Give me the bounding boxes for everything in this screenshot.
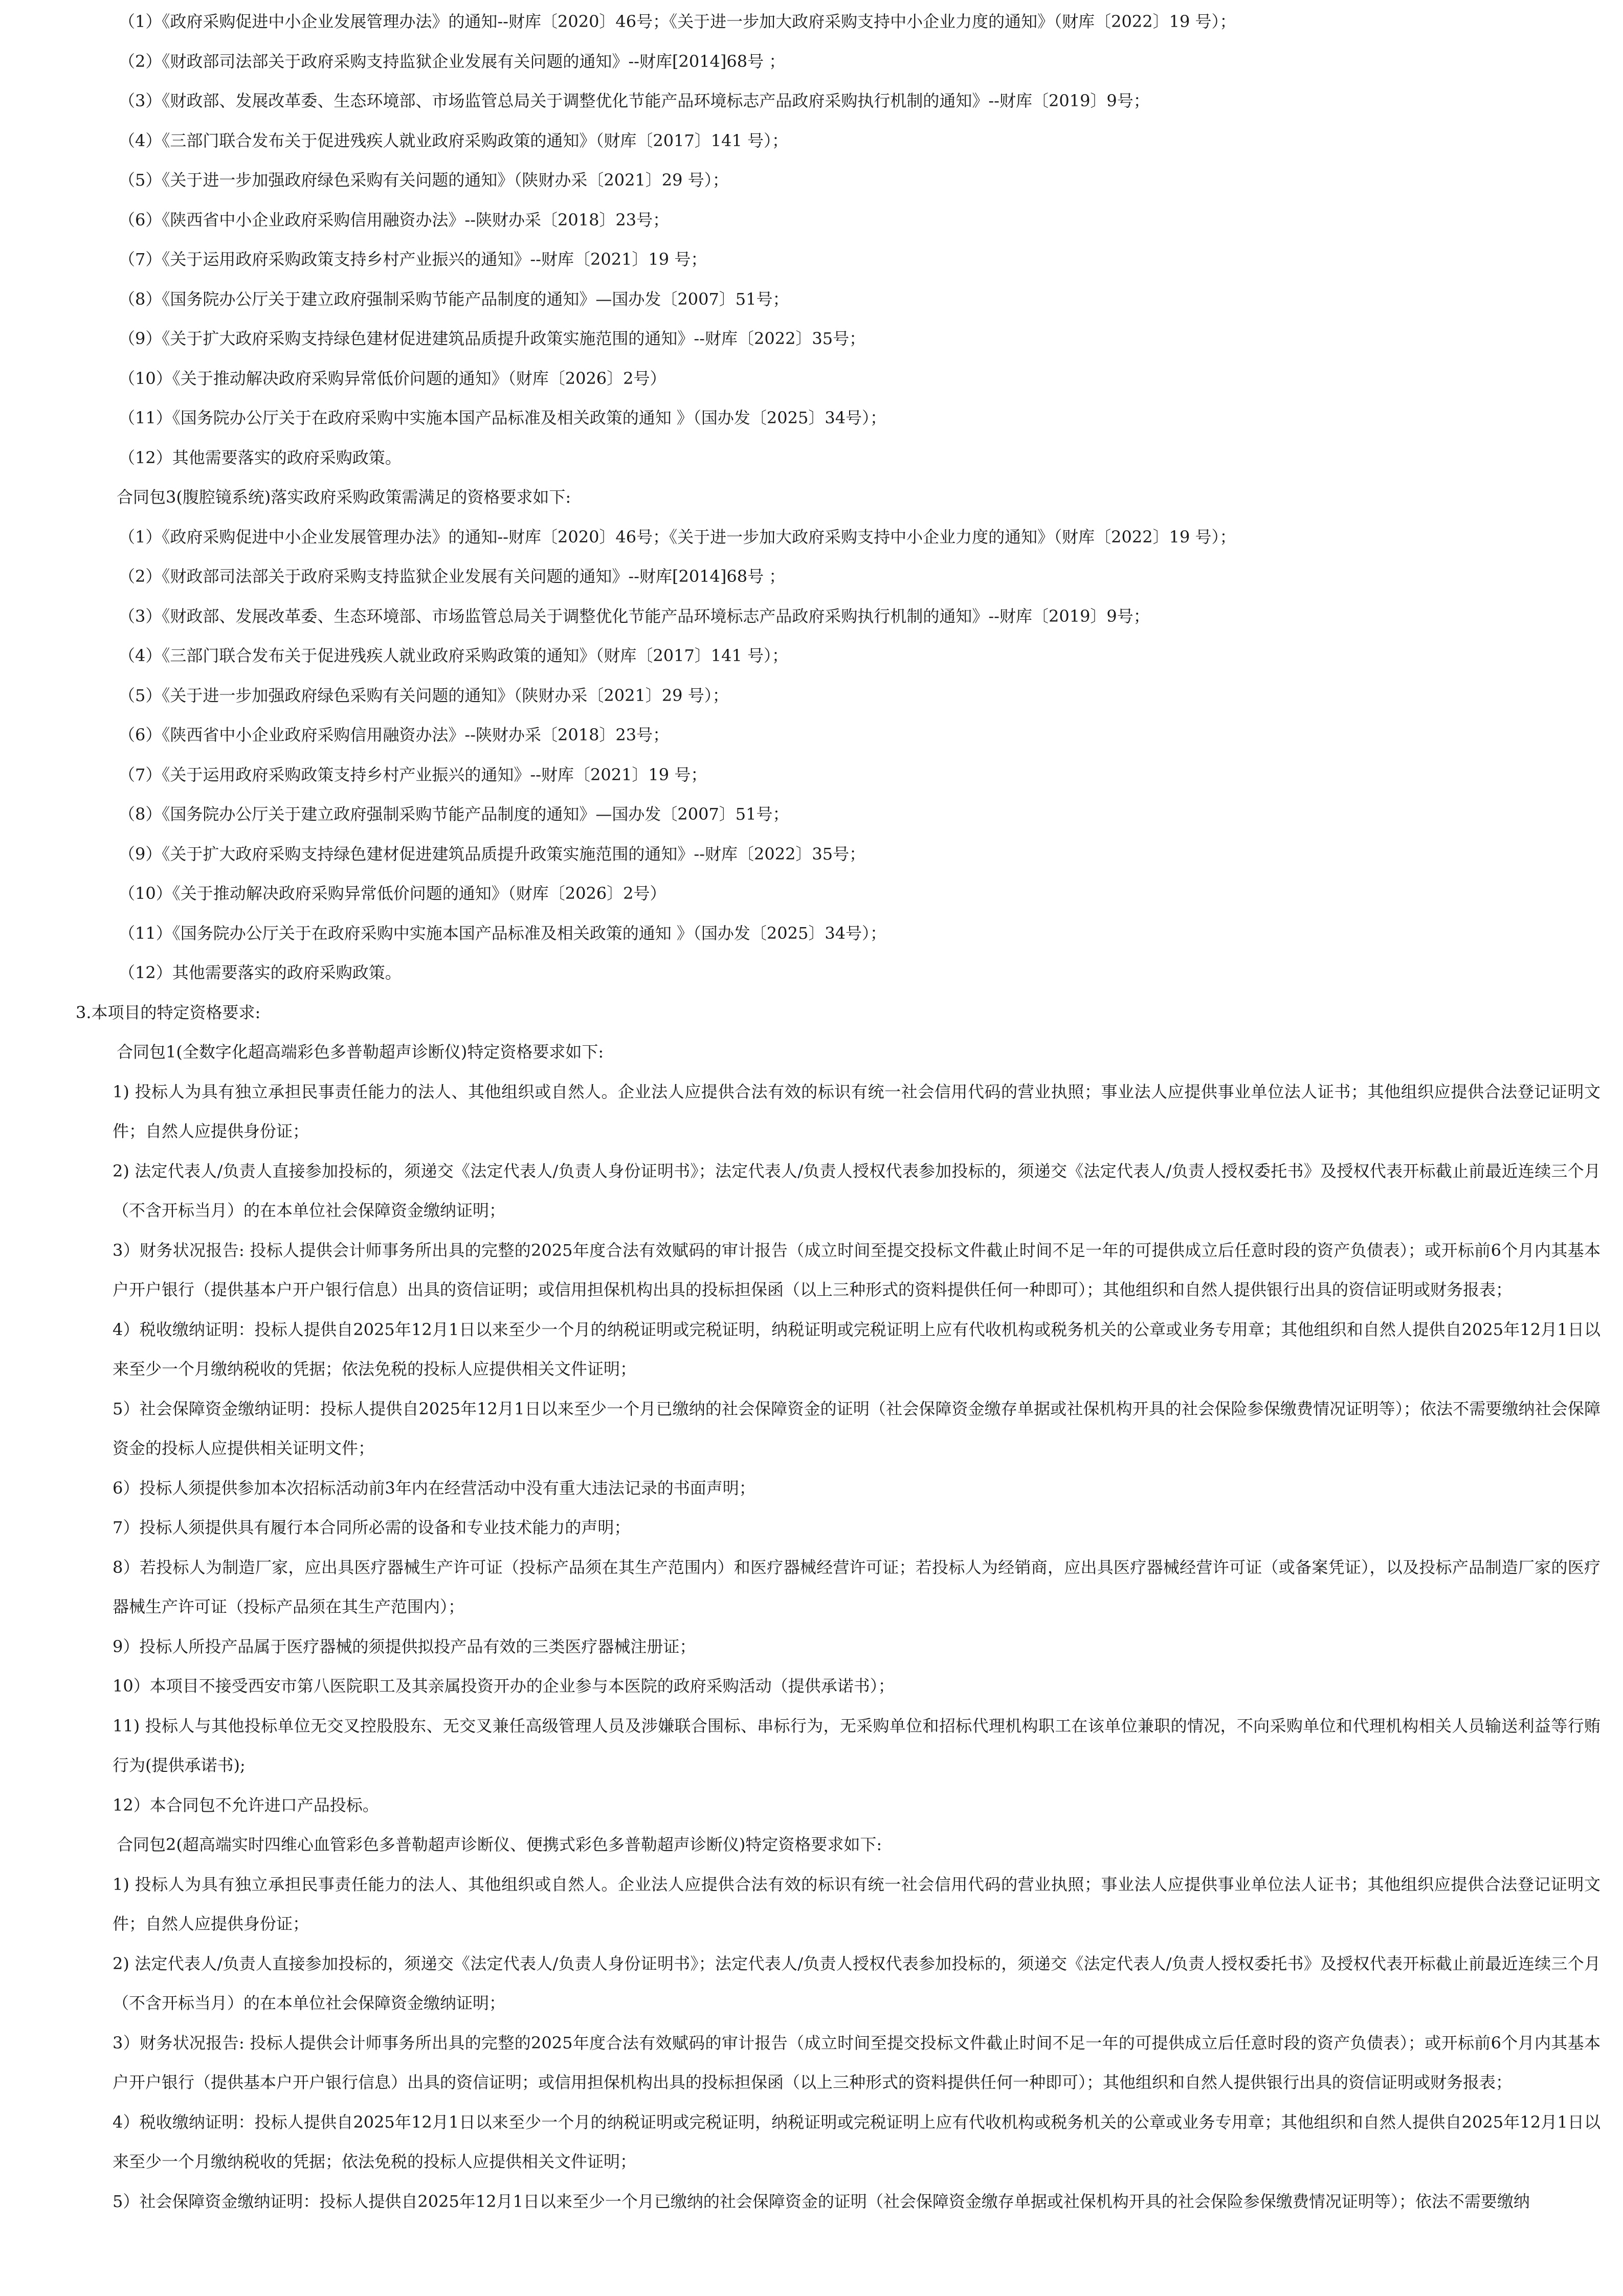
policy-item: （8）《国务院办公厅关于建立政府强制采购节能产品制度的通知》—国办发〔2007〕51号； — [119, 289, 789, 309]
requirement-paragraph: 12）本合同包不允许进口产品投标。 — [113, 1795, 379, 1815]
policy-item: （3）《财政部、发展改革委、生态环境部、市场监管总局关于调整优化节能产品环境标志产品政府采购执行机制的通知》--财库〔2019〕9号； — [119, 91, 1150, 110]
requirement-paragraph: 3）财务状况报告: 投标人提供会计师事务所出具的完整的2025年度合法有效赋码的审计报告（成立时间至提交投标文件截止时间不足一年的可提供成立后任意时段的资产负债表）；或开标前6个月内其基本户开户银行（提供基本户开户银行信息）出具的资信证明；或信用担保机构出具的投标担保函（以上三种形式的资料提供任何一种即可）；其他组织和自然人提供银行出具的资信证明或财务报表； — [113, 2033, 1600, 2092]
policy-item: （9）《关于扩大政府采购支持绿色建材促进建筑品质提升政策实施范围的通知》--财库〔2022〕35号； — [119, 329, 866, 348]
pkg2-requirements-heading: 合同包2(超高端实时四维心血管彩色多普勒超声诊断仪、便携式彩色多普勒超声诊断仪)特定资格要求如下: — [117, 1835, 882, 1854]
requirement-paragraph: 5）社会保障资金缴纳证明：投标人提供自2025年12月1日以来至少一个月已缴纳的社会保障资金的证明（社会保障资金缴存单据或社保机构开具的社会保险参保缴费情况证明等）；依法不需要缴纳社会保障资金的投标人应提供相关证明文件； — [113, 1399, 1600, 1458]
policy-item: （6）《陕西省中小企业政府采购信用融资办法》--陕财办采〔2018〕23号； — [119, 210, 670, 230]
policy-item: （2）《财政部司法部关于政府采购支持监狱企业发展有关问题的通知》--财库[2014]68号 ； — [119, 51, 786, 71]
requirement-paragraph: 8）若投标人为制造厂家，应出具医疗器械生产许可证（投标产品须在其生产范围内）和医疗器械经营许可证；若投标人为经销商，应出具医疗器械经营许可证（或备案凭证），以及投标产品制造厂家的医疗器械生产许可证（投标产品须在其生产范围内）； — [113, 1557, 1600, 1616]
policy-item: （10）《关于推动解决政府采购异常低价问题的通知》（财库〔2026〕2号） — [119, 884, 666, 903]
requirement-paragraph: 11) 投标人与其他投标单位无交叉控股股东、无交叉兼任高级管理人员及涉嫌联合围标、串标行为，无采购单位和招标代理机构职工在该单位兼职的情况，不向采购单位和代理机构相关人员输送利益等行贿行为(提供承诺书); — [113, 1716, 1600, 1775]
requirement-paragraph: 4）税收缴纳证明：投标人提供自2025年12月1日以来至少一个月的纳税证明或完税证明，纳税证明或完税证明上应有代收机构或税务机关的公章或业务专用章；其他组织和自然人提供自2025年12月1日以来至少一个月缴纳税收的凭据；依法免税的投标人应提供相关文件证明； — [113, 2112, 1600, 2171]
special-qualification-section — [76, 993, 1600, 2222]
policy-item: （11）《国务院办公厅关于在政府采购中实施本国产品标准及相关政策的通知 》（国办发〔2025〕34号）； — [119, 408, 887, 427]
requirement-paragraph: 7）投标人须提供具有履行本合同所必需的设备和专业技术能力的声明； — [113, 1518, 631, 1537]
pkg2-policy-list — [76, 2, 1600, 478]
requirement-paragraph: 1) 投标人为具有独立承担民事责任能力的法人、其他组织或自然人。企业法人应提供合法有效的标识有统一社会信用代码的营业执照；事业法人应提供事业单位法人证书；其他组织应提供合法登记证明文件；自然人应提供身份证； — [113, 1874, 1600, 1933]
policy-item: （5）《关于进一步加强政府绿色采购有关问题的通知》（陕财办采〔2021〕29 号）； — [119, 170, 729, 190]
requirement-paragraph: 10）本项目不接受西安市第八医院职工及其亲属投资开办的企业参与本医院的政府采购活动（提供承诺书）； — [113, 1676, 895, 1696]
policy-item: （2）《财政部司法部关于政府采购支持监狱企业发展有关问题的通知》--财库[2014]68号 ； — [119, 567, 786, 586]
pkg3-policy-heading: 合同包3(腹腔镜系统)落实政府采购政策需满足的资格要求如下: — [117, 487, 571, 507]
policy-item: （4）《三部门联合发布关于促进残疾人就业政府采购政策的通知》（财库〔2017〕141 号）； — [119, 646, 789, 665]
requirement-paragraph: 6）投标人须提供参加本次招标活动前3年内在经营活动中没有重大违法记录的书面声明； — [113, 1478, 755, 1498]
requirement-paragraph: 2) 法定代表人/负责人直接参加投标的，须递交《法定代表人/负责人身份证明书》；法定代表人/负责人授权代表参加投标的，须递交《法定代表人/负责人授权委托书》及授权代表开标截止前最近连续三个月（不含开标当月）的在本单位社会保障资金缴纳证明； — [113, 1953, 1600, 2013]
policy-item: （1）《政府采购促进中小企业发展管理办法》的通知--财库〔2020〕46号；《关于进一步加大政府采购支持中小企业力度的通知》（财库〔2022〕19 号）； — [119, 12, 1236, 31]
requirement-paragraph: 5）社会保障资金缴纳证明：投标人提供自2025年12月1日以来至少一个月已缴纳的社会保障资金的证明（社会保障资金缴存单据或社保机构开具的社会保险参保缴费情况证明等）；依法不需要缴纳 — [113, 2191, 1530, 2211]
policy-item: （1）《政府采购促进中小企业发展管理办法》的通知--财库〔2020〕46号；《关于进一步加大政府采购支持中小企业力度的通知》（财库〔2022〕19 号）； — [119, 527, 1236, 547]
policy-item: （12）其他需要落实的政府采购政策。 — [119, 963, 402, 982]
section-heading: 3.本项目的特定资格要求: — [76, 1002, 261, 1022]
policy-item: （9）《关于扩大政府采购支持绿色建材促进建筑品质提升政策实施范围的通知》--财库〔2022〕35号； — [119, 844, 866, 864]
policy-item: （7）《关于运用政府采购政策支持乡村产业振兴的通知》--财库〔2021〕19 号； — [119, 764, 707, 784]
requirement-paragraph: 2) 法定代表人/负责人直接参加投标的，须递交《法定代表人/负责人身份证明书》；法定代表人/负责人授权代表参加投标的，须递交《法定代表人/负责人授权委托书》及授权代表开标截止前最近连续三个月（不含开标当月）的在本单位社会保障资金缴纳证明； — [113, 1161, 1600, 1220]
pkg1-requirements-heading: 合同包1(全数字化超高端彩色多普勒超声诊断仪)特定资格要求如下: — [117, 1042, 604, 1062]
requirement-paragraph: 3）财务状况报告: 投标人提供会计师事务所出具的完整的2025年度合法有效赋码的审计报告（成立时间至提交投标文件截止时间不足一年的可提供成立后任意时段的资产负债表）；或开标前6个月内其基本户开户银行（提供基本户开户银行信息）出具的资信证明；或信用担保机构出具的投标担保函（以上三种形式的资料提供任何一种即可）；其他组织和自然人提供银行出具的资信证明或财务报表； — [113, 1240, 1600, 1299]
requirement-paragraph: 9）投标人所投产品属于医疗器械的须提供拟投产品有效的三类医疗器械注册证； — [113, 1636, 696, 1656]
policy-item: （7）《关于运用政府采购政策支持乡村产业振兴的通知》--财库〔2021〕19 号； — [119, 250, 707, 269]
policy-item: （6）《陕西省中小企业政府采购信用融资办法》--陕财办采〔2018〕23号； — [119, 725, 670, 745]
policy-item: （12）其他需要落实的政府采购政策。 — [119, 447, 402, 467]
policy-item: （5）《关于进一步加强政府绿色采购有关问题的通知》（陕财办采〔2021〕29 号）； — [119, 685, 729, 705]
policy-item: （11）《国务院办公厅关于在政府采购中实施本国产品标准及相关政策的通知 》（国办发〔2025〕34号）； — [119, 923, 887, 943]
requirement-paragraph: 1) 投标人为具有独立承担民事责任能力的法人、其他组织或自然人。企业法人应提供合法有效的标识有统一社会信用代码的营业执照；事业法人应提供事业单位法人证书；其他组织应提供合法登记证明文件；自然人应提供身份证； — [113, 1082, 1600, 1141]
policy-item: （8）《国务院办公厅关于建立政府强制采购节能产品制度的通知》—国办发〔2007〕51号； — [119, 804, 789, 824]
policy-item: （3）《财政部、发展改革委、生态环境部、市场监管总局关于调整优化节能产品环境标志产品政府采购执行机制的通知》--财库〔2019〕9号； — [119, 606, 1150, 626]
policy-item: （10）《关于推动解决政府采购异常低价问题的通知》（财库〔2026〕2号） — [119, 368, 666, 388]
requirement-paragraph: 4）税收缴纳证明：投标人提供自2025年12月1日以来至少一个月的纳税证明或完税证明，纳税证明或完税证明上应有代收机构或税务机关的公章或业务专用章；其他组织和自然人提供自2025年12月1日以来至少一个月缴纳税收的凭据；依法免税的投标人应提供相关文件证明； — [113, 1319, 1600, 1379]
pkg3-policy-section — [76, 478, 1600, 993]
policy-item: （4）《三部门联合发布关于促进残疾人就业政府采购政策的通知》（财库〔2017〕141 号）； — [119, 130, 789, 150]
